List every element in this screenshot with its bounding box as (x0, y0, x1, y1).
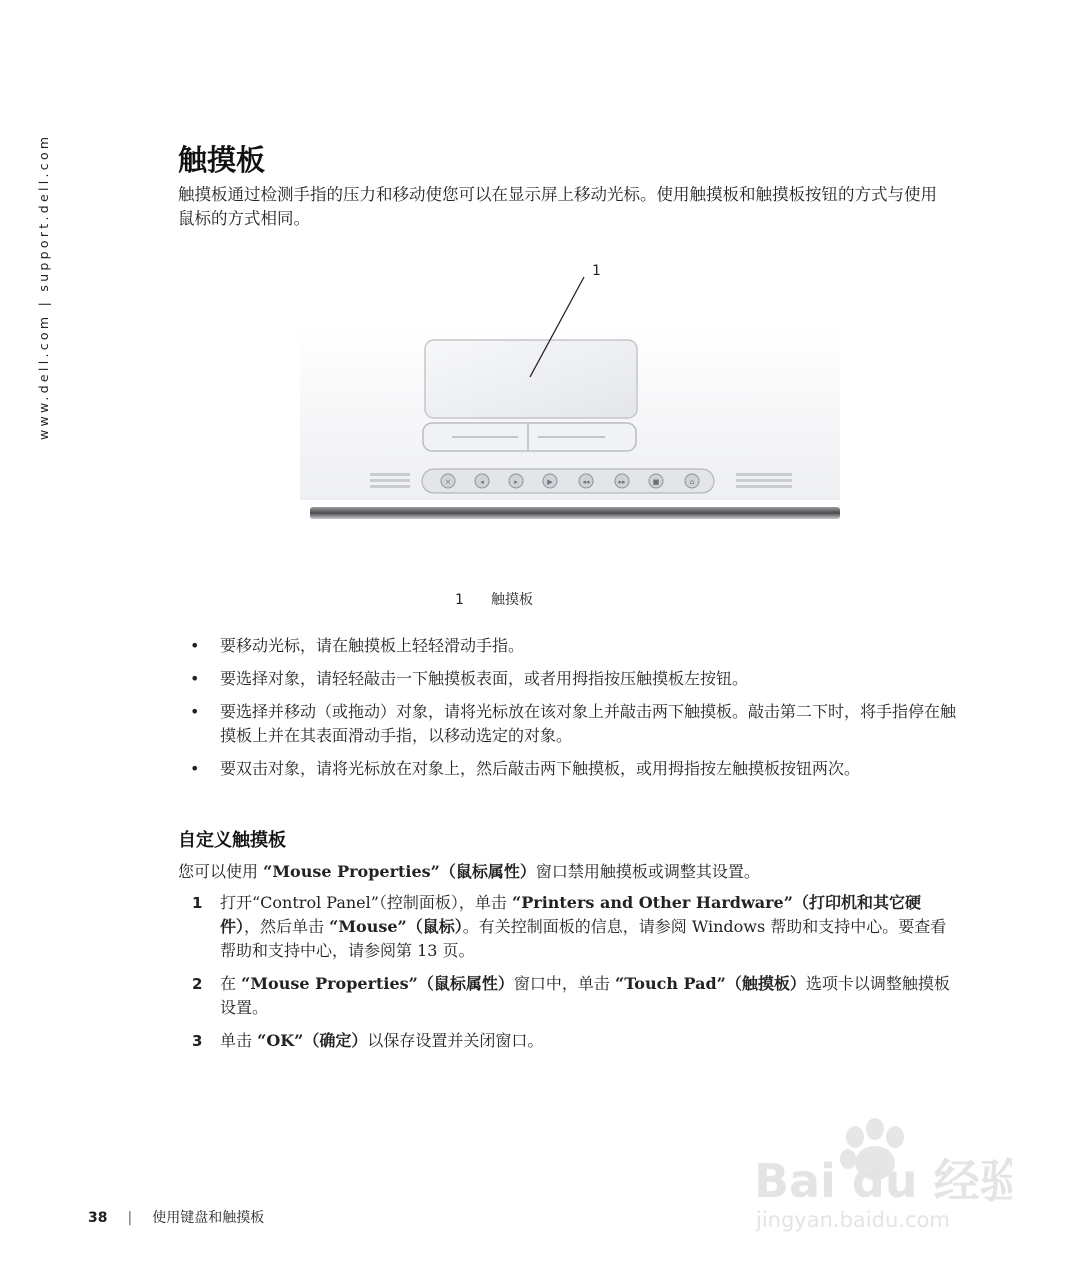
intro-paragraph: 触摸板通过检测手指的压力和移动使您可以在显示屏上移动光标。使用触摸板和触摸板按钮的方式与使用鼠标的方式相同。 (178, 185, 937, 228)
side-url: www.dell.com | support.dell.com (36, 133, 51, 440)
svg-text:▶: ▶ (547, 478, 553, 486)
list-item: • 要双击对象，请将光标放在对象上，然后敲击两下触摸板，或用拇指按左触摸板按钮两次。 (178, 757, 958, 781)
section-subtitle: 自定义触摸板 (178, 830, 286, 851)
list-item: • 要选择对象，请轻轻敲击一下触摸板表面，或者用拇指按压触摸板左按钮。 (178, 667, 958, 691)
media-button-strip (422, 469, 714, 493)
list-item: • 要选择并移动（或拖动）对象，请将光标放在该对象上并敲击两下触摸板。敲击第二下时，将手指停在触摸板上并在其表面滑动手指，以移动选定的对象。 (190, 702, 957, 745)
figure-caption (455, 589, 533, 609)
watermark-brand: Bai du 经验 (754, 1154, 1012, 1208)
list-item: • 要移动光标，请在触摸板上轻轻滑动手指。 (178, 634, 958, 658)
touchpad-surface (425, 340, 637, 418)
callout-number: 1 (592, 263, 601, 279)
caption-text: 触摸板 (491, 592, 533, 608)
steps-list (178, 891, 958, 1062)
bullet-icon: • (190, 636, 200, 655)
step-item: 1 打开“Control Panel”（控制面板），单击 “Printers and Other Hardware”（打印机和其它硬件），然后单击 “Mouse”（鼠标）。有关控制面板的信息，请参阅 Windows 帮助和支持中心。要查看帮助和支持中心，请参阅第 13 页。 (192, 893, 947, 960)
page-number: 38 (88, 1210, 108, 1226)
svg-text:◂◂: ◂◂ (582, 478, 590, 486)
chapter-title: 使用键盘和触摸板 (152, 1210, 265, 1226)
step-item: 3 单击 “OK”（确定）以保存设置并关闭窗口。 (178, 1029, 958, 1053)
baidu-watermark (752, 1115, 1012, 1235)
watermark-url: jingyan.baidu.com (756, 1208, 950, 1232)
bullet-icon: • (190, 702, 200, 721)
page-title: 触摸板 (178, 143, 266, 177)
customize-intro: 您可以使用 “Mouse Properties”（鼠标属性）窗口禁用触摸板或调整其设置。 (178, 862, 760, 881)
svg-text:▸▸: ▸▸ (618, 478, 626, 486)
svg-text:▸: ▸ (514, 478, 518, 486)
page-footer (88, 1207, 264, 1227)
touchpad-figure (300, 255, 860, 555)
svg-text:×: × (445, 478, 451, 486)
usage-bullet-list (178, 634, 958, 790)
svg-text:■: ■ (652, 478, 660, 486)
step-item: 2 在 “Mouse Properties”（鼠标属性）窗口中，单击 “Touch Pad”（触摸板）选项卡以调整触摸板设置。 (192, 974, 950, 1017)
svg-text:⌂: ⌂ (689, 478, 695, 486)
caption-number: 1 (455, 592, 464, 608)
footer-separator: | (127, 1210, 133, 1226)
svg-text:◂: ◂ (480, 478, 484, 486)
laptop-edge (310, 507, 840, 519)
touchpad-illustration (300, 255, 860, 555)
step-number: 3 (192, 1032, 203, 1050)
step-number: 1 (192, 894, 203, 912)
bullet-icon: • (190, 669, 200, 688)
bullet-icon: • (190, 759, 200, 778)
step-number: 2 (192, 975, 203, 993)
